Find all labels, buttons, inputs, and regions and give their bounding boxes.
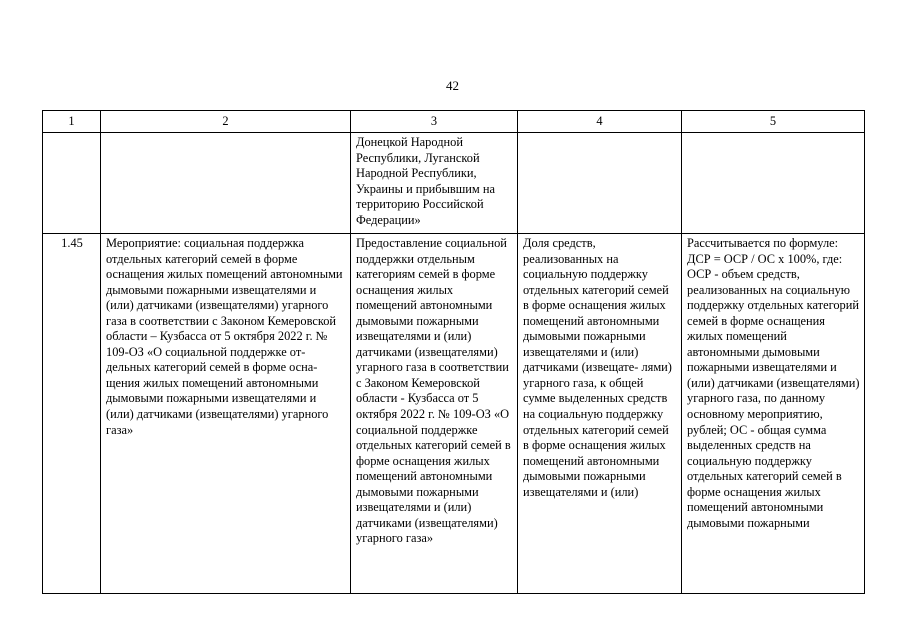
cell-calculation-method: Рассчитывается по формуле: ДСР = ОСР / ОС х 100%, где: ОСР - объем средств, реализованных на социальную поддержку отдельных категорий семей в форме оснащения жилых помещений автономными дымовыми пожарными извещателями и (или) датчиками (извещателями) угарного газа, по данному основному мероприятию, рублей; ОС - общая сумма выделенных средств на социальную поддержку отдельных категорий семей в форме оснащения жилых помещений автономными дымовыми пожарными [682,234,865,594]
table-row [43,234,865,594]
cell-measure-name: Мероприятие: социальная поддержка отдельных категорий семей в форме оснащения жилых помещений автономными дымовыми пожарными извещателями и (или) датчиками (извещателями) угарного газа в соответствии с Законом Кемеровской области – Кузбасса от 5 октября 2022 г. № 109-ОЗ «О социальной поддержке от- дельных категорий семей в форме осна- щения жилых помещений автономными дымовыми пожарными извещателями и (или) датчиками (извещателями) угарного газа» [101,234,351,594]
measures-table [42,110,865,594]
table-row [43,133,865,234]
page-number: 42 [446,78,459,93]
cell-measure-name [101,133,351,234]
column-header-1: 1 [43,111,101,133]
cell-indicator: Доля средств, реализованных на социальную поддержку отдельных категорий семей в форме оснащения жилых помещений автономными дымовыми пожарными извещателями и (или) датчиками (извещате- лями) угарного газа, к общей сумме выделенных средств на социальную поддержку отдельных категорий семей в форме оснащения жилых помещений автономными дымовыми пожарными извещателями и (или) [518,234,682,594]
column-header-5: 5 [682,111,865,133]
column-header-3: 3 [351,111,518,133]
column-header-2: 2 [101,111,351,133]
cell-measure-description: Донецкой Народной Республики, Луганской Народной Республики, Украины и прибывшим на территорию Российской Федерации» [351,133,518,234]
column-header-4: 4 [518,111,682,133]
cell-calculation-method [682,133,865,234]
cell-row-number [43,133,101,234]
cell-measure-description: Предоставление социальной поддержки отдельным категориям семей в форме оснащения жилых помещений автономными дымовыми пожарными извещателями и (или) датчиками (извещателями) угарного газа в соответствии с Законом Кемеровской области - Кузбасса от 5 октября 2022 г. № 109-ОЗ «О социальной поддержке отдельных категорий семей в форме оснащения жилых помещений автономными дымовыми пожарными извещателями и (или) датчиками (извещателями) угарного газа» [351,234,518,594]
cell-indicator [518,133,682,234]
cell-row-number: 1.45 [43,234,101,594]
table-header-row [43,111,865,133]
